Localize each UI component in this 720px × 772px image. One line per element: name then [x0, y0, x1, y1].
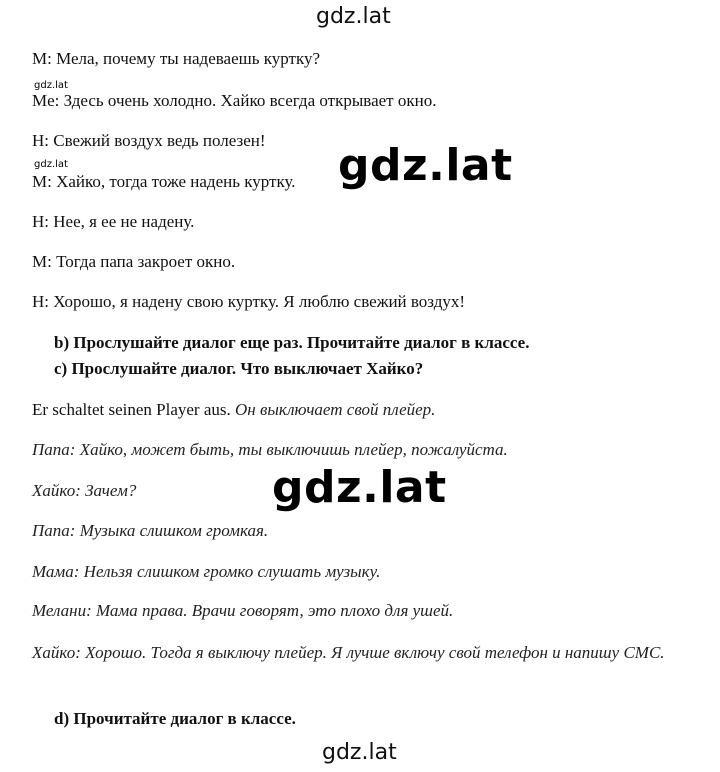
watermark-big: gdz.lat [272, 462, 447, 513]
dialog-line: M: Мела, почему ты надеваешь куртку? [32, 49, 321, 68]
dialog-line: M: Тогда папа закроет окно. [32, 252, 236, 271]
dialog-line: H: Нее, я ее не надену. [32, 212, 195, 231]
dialog-line: Хайко: Хорошо. Тогда я выключу плейер. Я лучше включу свой телефон и напишу СМС. [32, 643, 665, 662]
dialog-line: Папа: Хайко, может быть, ты выключишь плейер, пожалуйста. [32, 440, 508, 459]
dialog-line: Хайко: Зачем? [32, 481, 137, 500]
dialog-line: M: Хайко, тогда тоже надень куртку. [32, 172, 296, 191]
task-b-heading: b) Прослушайте диалог еще раз. Прочитайте диалог в классе. [54, 333, 530, 352]
task-c-heading: c) Прослушайте диалог. Что выключает Хайко? [54, 359, 424, 378]
watermark-bottom: gdz.lat [322, 740, 397, 765]
dialog-line: Мелани: Мама права. Врачи говорят, это плохо для ушей. [32, 601, 454, 620]
watermark-small: gdz.lat [34, 159, 68, 170]
dialog-line: Me: Здесь очень холодно. Хайко всегда открывает окно. [32, 91, 437, 110]
answer-german: Er schaltet seinen Player aus. [32, 400, 231, 419]
answer-c [32, 399, 435, 421]
dialog-line: H: Свежий воздух ведь полезен! [32, 131, 266, 150]
watermark-small: gdz.lat [34, 80, 68, 91]
watermark-big: gdz.lat [338, 140, 513, 191]
answer-translation: Он выключает свой плейер. [235, 400, 436, 419]
dialog-line: Папа: Музыка слишком громкая. [32, 521, 269, 540]
task-d-heading: d) Прочитайте диалог в классе. [54, 709, 296, 728]
watermark-top: gdz.lat [316, 4, 391, 29]
dialog-line: H: Хорошо, я надену свою куртку. Я люблю свежий воздух! [32, 292, 466, 311]
dialog-line: Мама: Нельзя слишком громко слушать музыку. [32, 562, 381, 581]
